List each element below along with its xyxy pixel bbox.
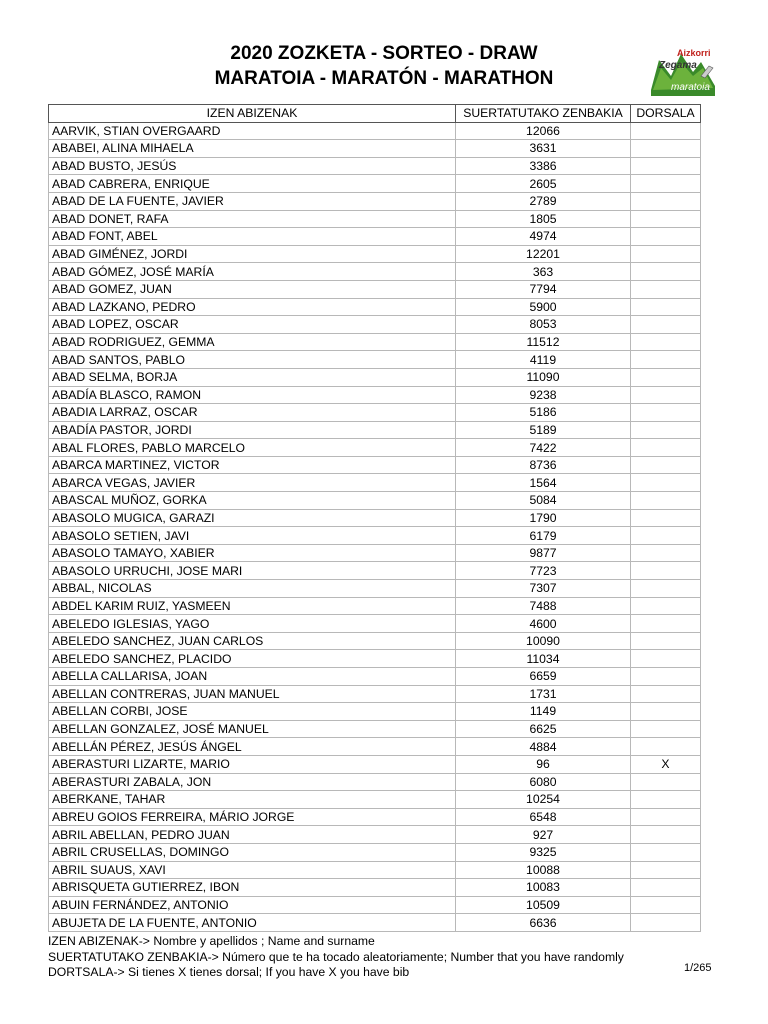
bib-cell	[631, 140, 701, 158]
drawn-number-cell: 5189	[456, 421, 631, 439]
drawn-number-cell: 7794	[456, 280, 631, 298]
table-row	[49, 668, 701, 686]
participant-name-cell: ABARCA MARTINEZ, VICTOR	[49, 456, 456, 474]
drawn-number-cell: 1790	[456, 509, 631, 527]
participant-name-cell: ABAD DONET, RAFA	[49, 210, 456, 228]
bib-cell	[631, 879, 701, 897]
table-row	[49, 280, 701, 298]
table-row	[49, 140, 701, 158]
participant-name-cell: ABELEDO IGLESIAS, YAGO	[49, 615, 456, 633]
bib-cell	[631, 861, 701, 879]
table-row	[49, 245, 701, 263]
bib-cell	[631, 316, 701, 334]
drawn-number-cell: 12201	[456, 245, 631, 263]
participant-name-cell: ABRIL CRUSELLAS, DOMINGO	[49, 843, 456, 861]
table-row	[49, 122, 701, 140]
bib-cell	[631, 192, 701, 210]
participant-name-cell: AARVIK, STIAN OVERGAARD	[49, 122, 456, 140]
participant-name-cell: ABABEI, ALINA MIHAELA	[49, 140, 456, 158]
table-row	[49, 597, 701, 615]
drawn-number-cell: 10090	[456, 632, 631, 650]
bib-cell	[631, 404, 701, 422]
participant-name-cell: ABELLA CALLARISA, JOAN	[49, 668, 456, 686]
table-row	[49, 474, 701, 492]
drawn-number-cell: 5084	[456, 492, 631, 510]
table-row	[49, 879, 701, 897]
legend-notes	[48, 934, 624, 981]
drawn-number-cell: 9238	[456, 386, 631, 404]
table-row	[49, 368, 701, 386]
participant-name-cell: ABELEDO SANCHEZ, JUAN CARLOS	[49, 632, 456, 650]
bib-cell	[631, 210, 701, 228]
drawn-number-cell: 1564	[456, 474, 631, 492]
document-title: 2020 ZOZKETA - SORTEO - DRAW	[230, 43, 538, 64]
drawn-number-cell: 8053	[456, 316, 631, 334]
table-row	[49, 228, 701, 246]
participant-name-cell: ABAD BUSTO, JESÚS	[49, 157, 456, 175]
table-row	[49, 175, 701, 193]
participant-name-cell: ABAD SANTOS, PABLO	[49, 351, 456, 369]
table-row	[49, 826, 701, 844]
bib-cell	[631, 474, 701, 492]
participant-name-cell: ABERKANE, TAHAR	[49, 791, 456, 809]
participant-name-cell: ABAL FLORES, PABLO MARCELO	[49, 439, 456, 457]
participant-name-cell: ABASOLO URRUCHI, JOSE MARI	[49, 562, 456, 580]
table-row	[49, 333, 701, 351]
logo-text-aizkorri: Aizkorri	[677, 48, 711, 58]
page-number: 1/265	[684, 962, 712, 974]
bib-cell	[631, 668, 701, 686]
column-header-bib: DORSALA	[631, 105, 701, 123]
drawn-number-cell: 8736	[456, 456, 631, 474]
participant-name-cell: ABDEL KARIM RUIZ, YASMEEN	[49, 597, 456, 615]
participant-name-cell: ABAD RODRIGUEZ, GEMMA	[49, 333, 456, 351]
bib-cell	[631, 720, 701, 738]
table-row	[49, 316, 701, 334]
bib-cell	[631, 157, 701, 175]
drawn-number-cell: 6179	[456, 527, 631, 545]
drawn-number-cell: 7488	[456, 597, 631, 615]
drawn-number-cell: 4884	[456, 738, 631, 756]
participant-name-cell: ABBAL, NICOLAS	[49, 580, 456, 598]
document-subtitle: MARATOIA - MARATÓN - MARATHON	[214, 68, 554, 89]
bib-cell	[631, 615, 701, 633]
table-row	[49, 192, 701, 210]
bib-cell	[631, 280, 701, 298]
participant-name-cell: ABASOLO MUGICA, GARAZI	[49, 509, 456, 527]
table-row	[49, 562, 701, 580]
participant-name-cell: ABUJETA DE LA FUENTE, ANTONIO	[49, 914, 456, 932]
bib-cell	[631, 773, 701, 791]
table-row	[49, 632, 701, 650]
note-name: IZEN ABIZENAK-> Nombre y apellidos ; Name and surname	[48, 934, 375, 948]
drawn-number-cell: 6548	[456, 808, 631, 826]
drawn-number-cell: 927	[456, 826, 631, 844]
drawn-number-cell: 363	[456, 263, 631, 281]
drawn-number-cell: 10509	[456, 896, 631, 914]
table-row	[49, 808, 701, 826]
bib-cell	[631, 738, 701, 756]
bib-cell	[631, 228, 701, 246]
table-row	[49, 720, 701, 738]
drawn-number-cell: 9877	[456, 544, 631, 562]
participant-name-cell: ABRIL SUAUS, XAVI	[49, 861, 456, 879]
table-row	[49, 386, 701, 404]
participant-name-cell: ABERASTURI LIZARTE, MARIO	[49, 755, 456, 773]
table-row	[49, 773, 701, 791]
participant-name-cell: ABARCA VEGAS, JAVIER	[49, 474, 456, 492]
participant-name-cell: ABASCAL MUÑOZ, GORKA	[49, 492, 456, 510]
table-row	[49, 404, 701, 422]
drawn-number-cell: 6080	[456, 773, 631, 791]
drawn-number-cell: 4974	[456, 228, 631, 246]
bib-cell	[631, 843, 701, 861]
drawn-number-cell: 3631	[456, 140, 631, 158]
table-body	[49, 122, 701, 931]
column-header-drawn-number: SUERTATUTAKO ZENBAKIA	[456, 105, 631, 123]
drawn-number-cell: 7422	[456, 439, 631, 457]
drawn-number-cell: 12066	[456, 122, 631, 140]
participant-name-cell: ABAD GÓMEZ, JOSÉ MARÍA	[49, 263, 456, 281]
table-header-row	[49, 105, 701, 123]
drawn-number-cell: 6625	[456, 720, 631, 738]
table-row	[49, 861, 701, 879]
participant-name-cell: ABELEDO SANCHEZ, PLACIDO	[49, 650, 456, 668]
bib-cell	[631, 791, 701, 809]
table-row	[49, 298, 701, 316]
table-row	[49, 492, 701, 510]
participant-name-cell: ABAD CABRERA, ENRIQUE	[49, 175, 456, 193]
participant-name-cell: ABADIA LARRAZ, OSCAR	[49, 404, 456, 422]
table-row	[49, 843, 701, 861]
bib-cell	[631, 896, 701, 914]
drawn-number-cell: 10088	[456, 861, 631, 879]
participant-name-cell: ABAD GIMÉNEZ, JORDI	[49, 245, 456, 263]
table-row	[49, 351, 701, 369]
drawn-number-cell: 11090	[456, 368, 631, 386]
logo-text-maratoia: maratoia	[671, 82, 710, 93]
participant-name-cell: ABUIN FERNÁNDEZ, ANTONIO	[49, 896, 456, 914]
drawn-number-cell: 96	[456, 755, 631, 773]
table-row	[49, 738, 701, 756]
bib-cell	[631, 245, 701, 263]
drawn-number-cell: 5900	[456, 298, 631, 316]
bib-cell	[631, 351, 701, 369]
table-row	[49, 544, 701, 562]
drawn-number-cell: 10254	[456, 791, 631, 809]
bib-cell	[631, 685, 701, 703]
participant-name-cell: ABADÍA BLASCO, RAMON	[49, 386, 456, 404]
drawn-number-cell: 5186	[456, 404, 631, 422]
bib-cell	[631, 562, 701, 580]
drawn-number-cell: 1731	[456, 685, 631, 703]
participant-name-cell: ABASOLO TAMAYO, XABIER	[49, 544, 456, 562]
bib-cell	[631, 580, 701, 598]
note-bib: DORTSALA-> Si tienes X tienes dorsal; If you have X you have bib	[48, 965, 410, 979]
bib-cell	[631, 421, 701, 439]
note-number: SUERTATUTAKO ZENBAKIA-> Número que te ha tocado aleatoriamente; Number that you have randomly	[48, 949, 624, 964]
logo-text-zegama: Zegama	[659, 60, 697, 71]
table-row	[49, 210, 701, 228]
table-row	[49, 527, 701, 545]
participant-name-cell: ABELLAN CORBI, JOSE	[49, 703, 456, 721]
drawn-number-cell: 3386	[456, 157, 631, 175]
drawn-number-cell: 7307	[456, 580, 631, 598]
drawn-number-cell: 10083	[456, 879, 631, 897]
drawn-number-cell: 6636	[456, 914, 631, 932]
table-row	[49, 439, 701, 457]
table-row	[49, 896, 701, 914]
participant-name-cell: ABAD GOMEZ, JUAN	[49, 280, 456, 298]
bib-cell	[631, 826, 701, 844]
participant-name-cell: ABAD LAZKANO, PEDRO	[49, 298, 456, 316]
bib-cell	[631, 368, 701, 386]
bib-cell: X	[631, 755, 701, 773]
bib-cell	[631, 439, 701, 457]
table-row	[49, 650, 701, 668]
participant-name-cell: ABAD DE LA FUENTE, JAVIER	[49, 192, 456, 210]
table-row	[49, 421, 701, 439]
drawn-number-cell: 4600	[456, 615, 631, 633]
participant-name-cell: ABASOLO SETIEN, JAVI	[49, 527, 456, 545]
table-row	[49, 580, 701, 598]
bib-cell	[631, 175, 701, 193]
table-row	[49, 791, 701, 809]
bib-cell	[631, 122, 701, 140]
table-row	[49, 456, 701, 474]
drawn-number-cell: 1149	[456, 703, 631, 721]
draw-results-table	[48, 104, 701, 932]
table-row	[49, 914, 701, 932]
bib-cell	[631, 333, 701, 351]
participant-name-cell: ABELLAN CONTRERAS, JUAN MANUEL	[49, 685, 456, 703]
bib-cell	[631, 914, 701, 932]
drawn-number-cell: 9325	[456, 843, 631, 861]
participant-name-cell: ABAD LOPEZ, OSCAR	[49, 316, 456, 334]
bib-cell	[631, 527, 701, 545]
participant-name-cell: ABELLÁN PÉREZ, JESÚS ÁNGEL	[49, 738, 456, 756]
column-header-name: IZEN ABIZENAK	[49, 105, 456, 123]
drawn-number-cell: 1805	[456, 210, 631, 228]
bib-cell	[631, 386, 701, 404]
table-row	[49, 755, 701, 773]
table-row	[49, 509, 701, 527]
participant-name-cell: ABERASTURI ZABALA, JON	[49, 773, 456, 791]
participant-name-cell: ABADÍA PASTOR, JORDI	[49, 421, 456, 439]
drawn-number-cell: 11034	[456, 650, 631, 668]
bib-cell	[631, 509, 701, 527]
bib-cell	[631, 263, 701, 281]
table-row	[49, 685, 701, 703]
bib-cell	[631, 703, 701, 721]
bib-cell	[631, 808, 701, 826]
table-row	[49, 615, 701, 633]
drawn-number-cell: 7723	[456, 562, 631, 580]
drawn-number-cell: 6659	[456, 668, 631, 686]
drawn-number-cell: 11512	[456, 333, 631, 351]
bib-cell	[631, 632, 701, 650]
bib-cell	[631, 597, 701, 615]
participant-name-cell: ABAD SELMA, BORJA	[49, 368, 456, 386]
drawn-number-cell: 2605	[456, 175, 631, 193]
drawn-number-cell: 4119	[456, 351, 631, 369]
bib-cell	[631, 492, 701, 510]
participant-name-cell: ABRIL ABELLAN, PEDRO JUAN	[49, 826, 456, 844]
bib-cell	[631, 456, 701, 474]
participant-name-cell: ABAD FONT, ABEL	[49, 228, 456, 246]
bib-cell	[631, 298, 701, 316]
table-row	[49, 263, 701, 281]
bib-cell	[631, 544, 701, 562]
table-row	[49, 703, 701, 721]
zegama-aizkorri-logo	[647, 46, 719, 96]
participant-name-cell: ABRISQUETA GUTIERREZ, IBON	[49, 879, 456, 897]
participant-name-cell: ABELLAN GONZALEZ, JOSÉ MANUEL	[49, 720, 456, 738]
table-row	[49, 157, 701, 175]
bib-cell	[631, 650, 701, 668]
participant-name-cell: ABREU GOIOS FERREIRA, MÁRIO JORGE	[49, 808, 456, 826]
drawn-number-cell: 2789	[456, 192, 631, 210]
